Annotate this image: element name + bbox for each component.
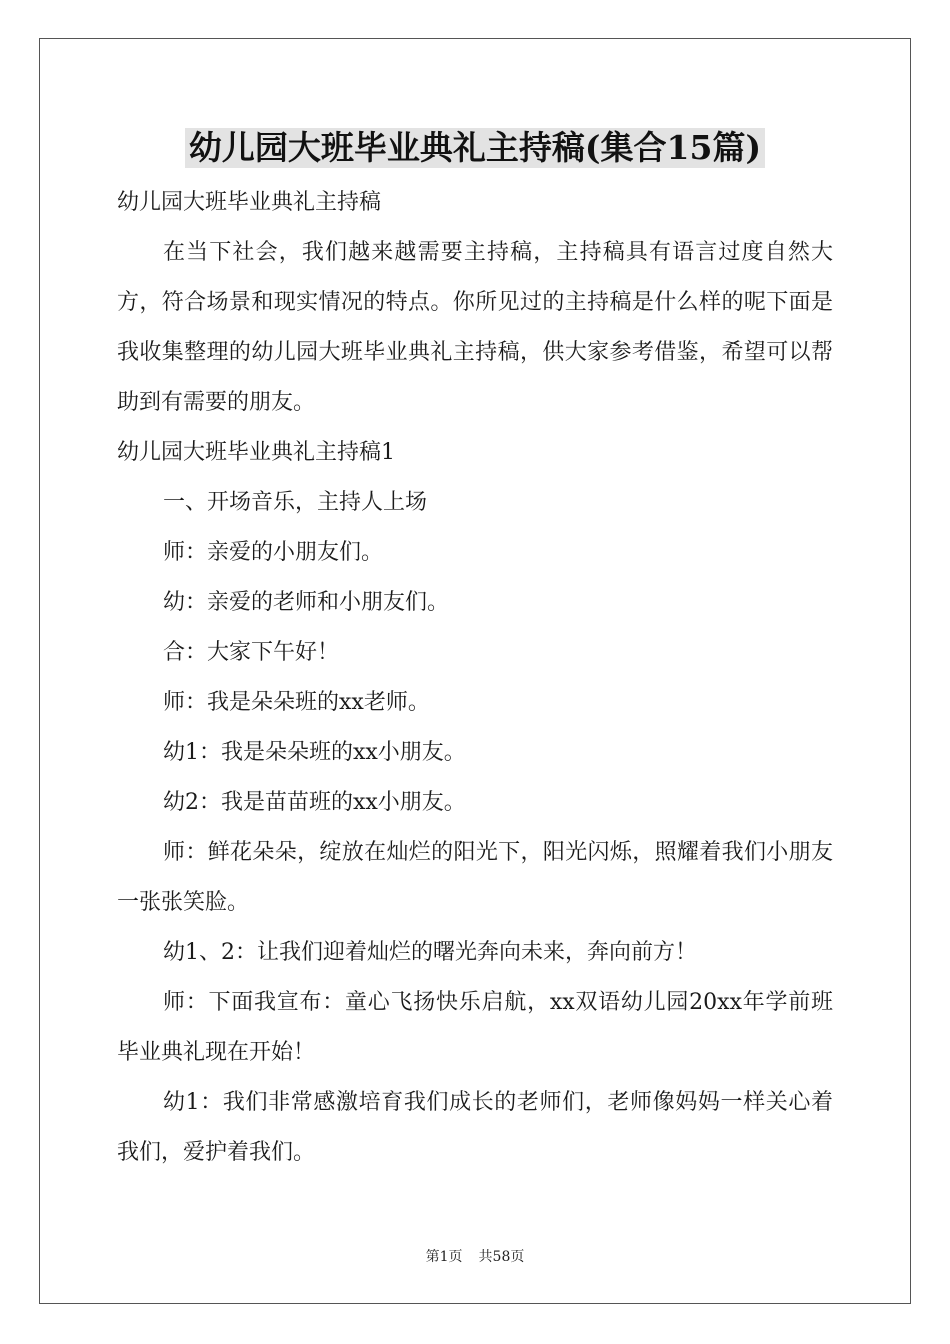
paragraph: 幼儿园大班毕业典礼主持稿1	[117, 440, 395, 465]
paragraph: 一、开场音乐，主持人上场	[163, 490, 428, 515]
paragraph: 师：下面我宣布：童心飞扬快乐启航，xx双语幼儿园20xx年学前班毕业典礼现在开始！	[117, 990, 834, 1065]
document-title: 幼儿园大班毕业典礼主持稿(集合15篇)	[185, 128, 765, 168]
paragraph: 幼1：我们非常感激培育我们成长的老师们，老师像妈妈一样关心着我们，爱护着我们。	[117, 1090, 833, 1165]
paragraph: 幼2：我是苗苗班的xx小朋友。	[163, 790, 466, 815]
paragraph: 合：大家下午好！	[163, 640, 340, 665]
paragraph: 幼1：我是朵朵班的xx小朋友。	[163, 740, 466, 765]
document-body	[117, 178, 833, 1178]
paragraph: 在当下社会，我们越来越需要主持稿，主持稿具有语言过度自然大方，符合场景和现实情况的特点。你所见过的主持稿是什么样的呢下面是我收集整理的幼儿园大班毕业典礼主持稿，供大家参考借鉴，希望可以帮助到有需要的朋友。	[117, 240, 833, 415]
page-number: 第1页	[425, 1249, 463, 1265]
paragraph: 师：我是朵朵班的xx老师。	[163, 690, 430, 715]
page-total: 共58页	[478, 1249, 525, 1265]
title-area	[0, 128, 950, 168]
paragraph: 幼1、2：让我们迎着灿烂的曙光奔向未来，奔向前方！	[163, 940, 697, 965]
paragraph: 幼儿园大班毕业典礼主持稿	[117, 190, 382, 215]
paragraph: 师：亲爱的小朋友们。	[163, 540, 384, 565]
paragraph: 师：鲜花朵朵，绽放在灿烂的阳光下，阳光闪烁，照耀着我们小朋友一张张笑脸。	[117, 840, 833, 915]
paragraph: 幼：亲爱的老师和小朋友们。	[163, 590, 450, 615]
page-footer	[0, 1246, 950, 1266]
